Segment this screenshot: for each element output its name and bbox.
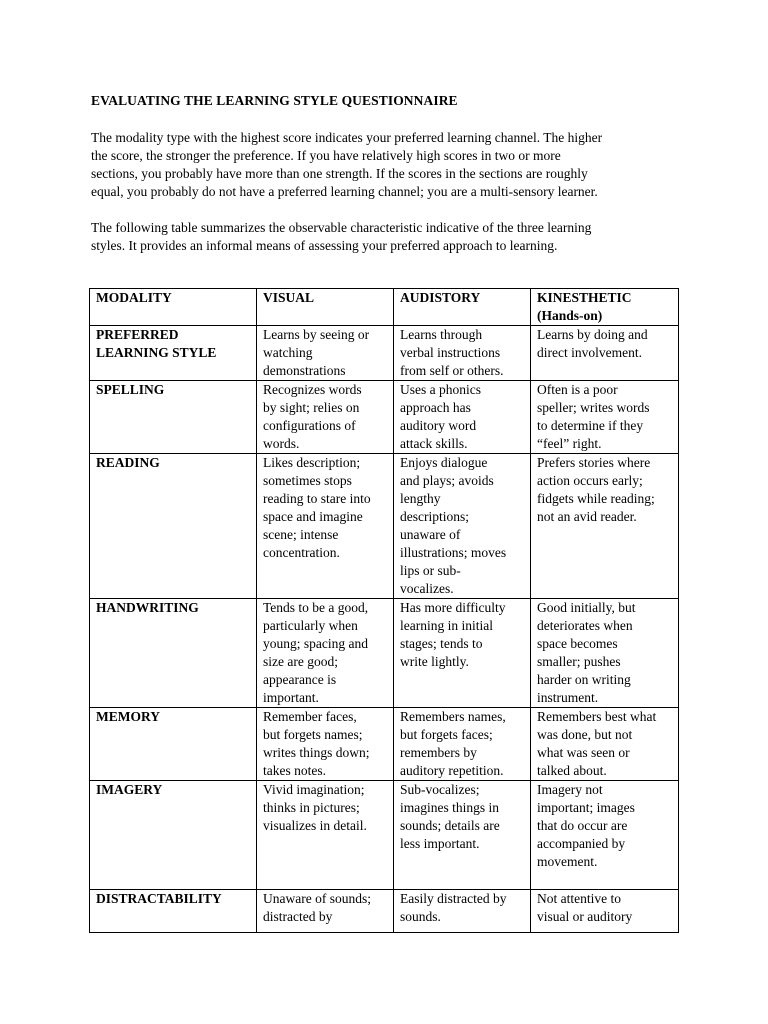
cell-text: visualizes in detail.	[263, 818, 367, 833]
cell-text: instrument.	[537, 690, 599, 705]
cell-text: but forgets faces;	[400, 727, 493, 742]
auditory-cell	[394, 599, 531, 708]
kinesthetic-cell	[531, 599, 679, 708]
table-body	[90, 289, 679, 933]
table-row	[90, 326, 679, 381]
row-label-cell	[90, 781, 257, 890]
table-header-row	[90, 289, 679, 326]
cell-text: words.	[263, 436, 300, 451]
cell-text: writes things down;	[263, 745, 370, 760]
cell-text: Learns by doing and	[537, 327, 648, 342]
cell-text: scene; intense	[263, 527, 339, 542]
row-label-text: MEMORY	[96, 709, 161, 724]
table-row	[90, 890, 679, 933]
cell-text: Not attentive to	[537, 891, 621, 906]
row-label-text: PREFERRED	[96, 327, 179, 342]
cell-text: Remember faces,	[263, 709, 357, 724]
cell-text: Easily distracted by	[400, 891, 507, 906]
cell-text: space and imagine	[263, 509, 363, 524]
cell-text: talked about.	[537, 763, 607, 778]
cell-text: sounds; details are	[400, 818, 500, 833]
table-row	[90, 454, 679, 599]
visual-cell	[257, 326, 394, 381]
cell-text: lips or sub-	[400, 563, 461, 578]
cell-text: important; images	[537, 800, 635, 815]
header-text: VISUAL	[263, 290, 315, 305]
cell-text: young; spacing and	[263, 636, 368, 651]
cell-text: from self or others.	[400, 363, 504, 378]
cell-text: Often is a poor	[537, 382, 618, 397]
cell-text: distracted by	[263, 909, 333, 924]
cell-text: Prefers stories where	[537, 455, 651, 470]
cell-text: auditory repetition.	[400, 763, 504, 778]
cell-text: particularly when	[263, 618, 358, 633]
cell-text: speller; writes words	[537, 400, 650, 415]
cell-text: remembers by	[400, 745, 477, 760]
row-label-text: READING	[96, 455, 160, 470]
cell-text: lengthy	[400, 491, 441, 506]
cell-text: appearance is	[263, 672, 337, 687]
row-label-cell	[90, 890, 257, 933]
cell-text: what was seen or	[537, 745, 630, 760]
auditory-cell	[394, 781, 531, 890]
cell-text: important.	[263, 690, 319, 705]
row-label-cell	[90, 599, 257, 708]
header-text: MODALITY	[96, 290, 172, 305]
cell-text: Vivid imagination;	[263, 782, 365, 797]
cell-text: smaller; pushes	[537, 654, 621, 669]
cell-text: descriptions;	[400, 509, 469, 524]
cell-text: “feel” right.	[537, 436, 602, 451]
auditory-cell	[394, 381, 531, 454]
row-label-text: DISTRACTABILITY	[96, 891, 222, 906]
table-row	[90, 708, 679, 781]
cell-text: imagines things in	[400, 800, 499, 815]
kinesthetic-cell	[531, 781, 679, 890]
header-text: AUDISTORY	[400, 290, 481, 305]
cell-text: reading to stare into	[263, 491, 371, 506]
cell-text: and plays; avoids	[400, 473, 494, 488]
cell-text: Unaware of sounds;	[263, 891, 371, 906]
auditory-cell	[394, 454, 531, 599]
row-label-text: SPELLING	[96, 382, 165, 397]
cell-text: but forgets names;	[263, 727, 363, 742]
cell-text: vocalizes.	[400, 581, 454, 596]
learning-style-table	[89, 288, 679, 933]
cell-text: visual or auditory	[537, 909, 633, 924]
text-line: the score, the stronger the preference. If you have relatively high scores in two or more	[91, 148, 561, 163]
table-description-paragraph	[91, 219, 681, 255]
cell-text: stages; tends to	[400, 636, 483, 651]
cell-text: illustrations; moves	[400, 545, 507, 560]
cell-text: less important.	[400, 836, 480, 851]
cell-text: learning in initial	[400, 618, 493, 633]
cell-text: Remembers names,	[400, 709, 506, 724]
row-label-cell	[90, 454, 257, 599]
cell-text: action occurs early;	[537, 473, 643, 488]
table-row	[90, 781, 679, 890]
cell-text: deteriorates when	[537, 618, 633, 633]
auditory-cell	[394, 708, 531, 781]
page-title: EVALUATING THE LEARNING STYLE QUESTIONNAIRE	[91, 93, 458, 108]
row-label-cell	[90, 708, 257, 781]
cell-text: attack skills.	[400, 436, 468, 451]
text-line: The following table summarizes the observable characteristic indicative of the three learning	[91, 220, 592, 235]
cell-text: thinks in pictures;	[263, 800, 360, 815]
cell-text: configurations of	[263, 418, 356, 433]
text-line: styles. It provides an informal means of assessing your preferred approach to learning.	[91, 238, 558, 253]
table-row	[90, 599, 679, 708]
visual-cell	[257, 708, 394, 781]
cell-text: space becomes	[537, 636, 618, 651]
header-text: KINESTHETIC	[537, 290, 632, 305]
intro-paragraph	[91, 129, 681, 201]
cell-text: approach has	[400, 400, 471, 415]
cell-text: write lightly.	[400, 654, 469, 669]
cell-text: Uses a phonics	[400, 382, 481, 397]
table-row	[90, 381, 679, 454]
header-visual-cell	[257, 289, 394, 326]
row-label-cell	[90, 381, 257, 454]
cell-text: verbal instructions	[400, 345, 501, 360]
kinesthetic-cell	[531, 326, 679, 381]
visual-cell	[257, 781, 394, 890]
text-line: The modality type with the highest score indicates your preferred learning channel. The higher	[91, 130, 603, 145]
row-label-text: HANDWRITING	[96, 600, 199, 615]
cell-text: Good initially, but	[537, 600, 636, 615]
cell-text: Enjoys dialogue	[400, 455, 488, 470]
cell-text: sounds.	[400, 909, 441, 924]
cell-text: Sub-vocalizes;	[400, 782, 480, 797]
row-label-text: LEARNING STYLE	[96, 345, 217, 360]
cell-text: accompanied by	[537, 836, 626, 851]
cell-text: unaware of	[400, 527, 461, 542]
cell-text: concentration.	[263, 545, 340, 560]
cell-text: direct involvement.	[537, 345, 642, 360]
text-line: sections, you probably have more than one strength. If the scores in the sections are roughly	[91, 166, 588, 181]
cell-text: Learns by seeing or	[263, 327, 370, 342]
cell-text: that do occur are	[537, 818, 628, 833]
cell-text: Recognizes words	[263, 382, 362, 397]
auditory-cell	[394, 890, 531, 933]
cell-text: was done, but not	[537, 727, 633, 742]
cell-text: not an avid reader.	[537, 509, 637, 524]
cell-text: to determine if they	[537, 418, 644, 433]
visual-cell	[257, 599, 394, 708]
cell-text: auditory word	[400, 418, 477, 433]
header-modality-cell	[90, 289, 257, 326]
cell-text: harder on writing	[537, 672, 631, 687]
cell-text: movement.	[537, 854, 598, 869]
cell-text: Remembers best what	[537, 709, 657, 724]
text-line: equal, you probably do not have a preferred learning channel; you are a multi-sensory learner.	[91, 184, 598, 199]
cell-text: Tends to be a good,	[263, 600, 369, 615]
row-label-cell	[90, 326, 257, 381]
cell-text: sometimes stops	[263, 473, 352, 488]
row-label-text: IMAGERY	[96, 782, 163, 797]
kinesthetic-cell	[531, 454, 679, 599]
cell-text: watching	[263, 345, 313, 360]
cell-text: Likes description;	[263, 455, 361, 470]
header-kinesthetic-cell	[531, 289, 679, 326]
cell-text: Imagery not	[537, 782, 603, 797]
cell-text: fidgets while reading;	[537, 491, 655, 506]
cell-text: Learns through	[400, 327, 483, 342]
header-auditory-cell	[394, 289, 531, 326]
cell-text: Has more difficulty	[400, 600, 506, 615]
visual-cell	[257, 454, 394, 599]
kinesthetic-cell	[531, 708, 679, 781]
cell-text: size are good;	[263, 654, 338, 669]
auditory-cell	[394, 326, 531, 381]
kinesthetic-cell	[531, 890, 679, 933]
visual-cell	[257, 381, 394, 454]
visual-cell	[257, 890, 394, 933]
kinesthetic-cell	[531, 381, 679, 454]
header-text: (Hands-on)	[537, 308, 603, 323]
cell-text: takes notes.	[263, 763, 326, 778]
cell-text: demonstrations	[263, 363, 346, 378]
cell-text: by sight; relies on	[263, 400, 360, 415]
